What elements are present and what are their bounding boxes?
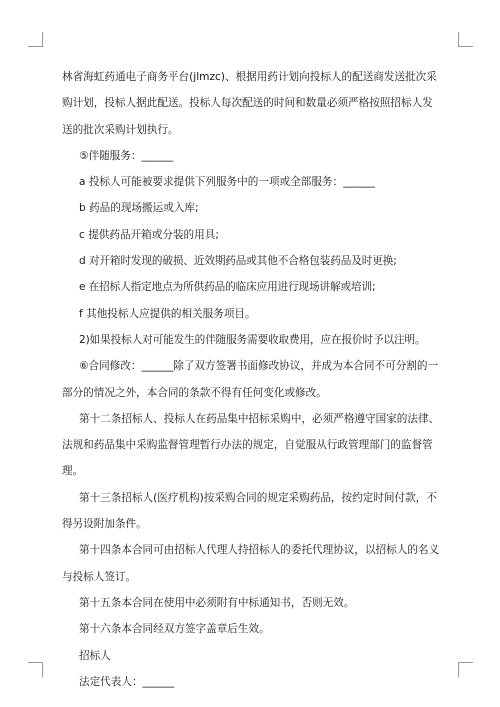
paragraph: a 投标人可能被要求提供下列服务中的一项或全部服务：______ <box>79 176 375 189</box>
paragraph: 第十二条招标人、投标人在药品集中招标采购中，必须严格遵守国家的法律、法规和药品集中采购监督管理暂行办法的规定，自觉服从行政管理部门的监督管理。 <box>62 412 440 478</box>
paragraph: ⑥合同修改：______除了双方签署书面修改协议，并成为本合同不可分割的一部分的情况之外，本合同的条款不得有任何变化或修改。 <box>62 360 439 399</box>
crop-mark-bottom-left <box>28 662 43 677</box>
crop-mark-top-right <box>458 32 473 47</box>
crop-mark-bottom-right <box>458 662 473 677</box>
paragraph: c 提供药品开箱或分装的用具; <box>79 228 219 241</box>
paragraph: d 对开箱时发现的破损、近效期药品或其他不合格包装药品及时更换; <box>79 255 397 268</box>
paragraph: f 其他投标人应提供的相关服务项目。 <box>79 307 256 320</box>
paragraph: 第十六条本合同经双方签字盖章后生效。 <box>79 623 270 636</box>
paragraph: 2)如果投标人对可能发生的伴随服务需要收取费用，应在报价时予以注明。 <box>79 333 426 346</box>
paragraph: 第十三条招标人(医疗机构)按采购合同的规定采购药品，按约定时间付款，不得另设附加条件。 <box>62 491 437 531</box>
paragraph: 第十四条本合同可由招标人代理人持招标人的委托代理协议，以招标人的名义与投标人签订。 <box>62 544 440 583</box>
paragraph: 第十五条本合同在使用中必须附有中标通知书，否则无效。 <box>79 596 355 609</box>
document-body <box>62 64 440 695</box>
paragraph: 法定代表人：______ <box>79 675 175 688</box>
paragraph: b 药品的现场搬运或入库; <box>79 202 199 215</box>
crop-mark-top-left <box>28 32 43 47</box>
paragraph: 招标人 <box>79 649 111 662</box>
paragraph: 林省海虹药通电子商务平台(jlmzc)、根据用药计划向投标人的配送商发送批次采购计划，投标人据此配送。投标人每次配送的时间和数量必须严格按照招标人发送的批次采购计划执行。 <box>62 71 437 136</box>
paragraph: ⑤伴随服务：______ <box>79 149 174 162</box>
paragraph: e 在招标人指定地点为所供药品的临床应用进行现场讲解或培训; <box>79 281 376 294</box>
